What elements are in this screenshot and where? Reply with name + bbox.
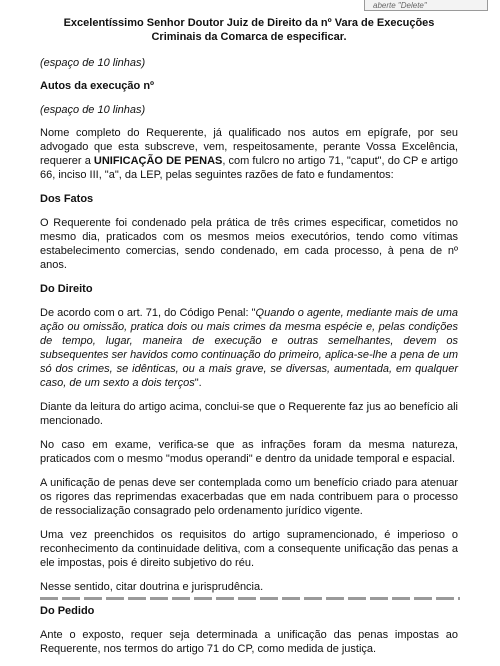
request-paragraph: Ante o exposto, requer seja determinada a unificação das penas impostas ao Requerente, nos termos do artigo 71 do CP, como medida de justiça. <box>40 629 458 655</box>
law-quote-paragraph: De acordo com o art. 71, do Código Penal: "Quando o agente, mediante mais de uma ação ou omissão, pratica dois ou mais crimes da mesma espécie e, pelas condições de tempo, lugar, maneira de execução e outras semelhantes, devem os subsequentes ser havidos como continuação do primeiro, aplica-se-lhe a pena de um só dos crimes, se idênticas, ou a mais grave, se diversas, aumentada, em qualquer caso, de um sexto a dois terços". <box>40 307 458 389</box>
law-paragraph: No caso em exame, verifica-se que as infrações foram da mesma natureza, praticados com o mesmo "modus operandi" e dentro da unidade temporal e espacial. <box>40 439 458 465</box>
law-paragraph: A unificação de penas deve ser contemplada como um benefício criado para atenuar os rigores das reprimendas exacerbadas que em nada contribuem para o processo de ressocialização consagrado pelo ordenamento jurídico vigente. <box>40 477 458 517</box>
document-page <box>40 16 458 666</box>
spacing-note: (espaço de 10 linhas) <box>40 57 146 69</box>
article-71-quote: Quando o agente, mediante mais de uma ação ou omissão, pratica dois ou mais crimes da mesma espécie e, pelas condições de tempo, lugar, maneira de execução e outras semelhantes, devem os subsequentes ser havidos como continuação do primeiro, aplica-se-lhe a pena de um só dos crimes, se idênticas, ou a mais grave, se diversas, aumentada, em qualquer caso, de um sexto a dois terços <box>40 307 458 389</box>
facts-paragraph: O Requerente foi condenado pela prática de três crimes especificar, cometidos no mesmo dia, praticados com os mesmos meios executórios, tendo como vítimas estabelecimento comercias, sendo condenado, em cada processo, à pena de nº anos. <box>40 217 458 271</box>
spacing-note: (espaço de 10 linhas) <box>40 104 146 116</box>
law-paragraph: Uma vez preenchidos os requisitos do artigo supramencionado, é imperioso o reconhecimento da continuidade delitiva, com a consequente unificação das penas a ele impostas, pois é direito subjetivo do réu. <box>40 529 458 569</box>
document-title: Excelentíssimo Senhor Doutor Juiz de Direito da nº Vara de Execuções Criminais da Comarca de especificar. <box>63 17 435 43</box>
case-number-heading: Autos da execução nº <box>40 80 155 92</box>
facts-heading: Dos Fatos <box>40 193 94 205</box>
law-heading: Do Direito <box>40 283 93 295</box>
truncated-text-line <box>40 594 460 600</box>
law-paragraph: Nesse sentido, citar doutrina e jurisprudência. <box>40 581 264 593</box>
law-paragraph: Diante da leitura do artigo acima, conclui-se que o Requerente faz jus ao benefício ali mencionado. <box>40 401 458 427</box>
intro-paragraph: Nome completo do Requerente, já qualificado nos autos em epígrafe, por seu advogado que esta subscreve, vem, respeitosamente, perante Vossa Excelência, requerer a UNIFICAÇÃO DE PENAS, com fulcro no artigo 71, "caput", do CP e artigo 66, inciso III, "a", da LEP, pelas seguintes razões de fato e fundamentos: <box>40 127 458 181</box>
delete-hint-label: aberte "Delete" <box>364 0 488 11</box>
request-type-bold: UNIFICAÇÃO DE PENAS <box>93 155 223 167</box>
request-heading: Do Pedido <box>40 605 95 617</box>
